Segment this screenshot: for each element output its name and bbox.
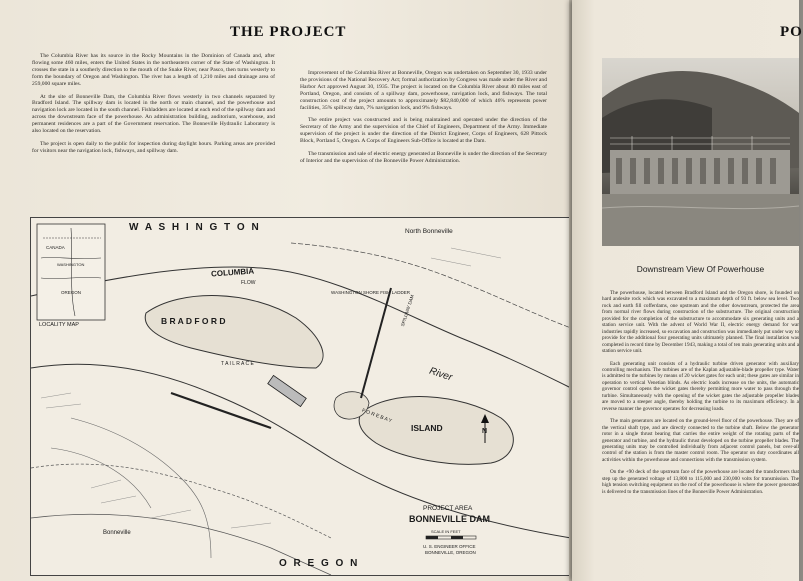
inset-label-washington: WASHINGTON (57, 262, 85, 267)
paragraph: On the +90 deck of the upstream face of the powerhouse are located the transformers that step up the generated voltage of 13,800 to 115,000 and 230,000 volts for transmission. The high tension switching equipment on the roof of the powerhouse is where the power generated is delivered to the transmission lines of the Bonneville Power Administration. (602, 469, 799, 495)
paragraph: Improvement of the Columbia River at Bonneville, Oregon was undertaken on September 30, 1933 under the provisions of the National Recovery Act; formal authorization by Congress was made under the River and Harbor Act approved August 30, 1935. The project is located on the Columbia River about 40 miles east of Portland, Oregon, and consists of a spillway dam, powerhouse, navigation lock, and fishways. The total construction cost of the project amounts to approximately $82,840,000 of which 46% represents power facilities, 35% spillway dam, 7% navigation lock, and 9% fishways. (300, 70, 547, 111)
map-label-oregon: O R E G O N (279, 558, 360, 569)
intro-column-1 (32, 53, 275, 161)
right-page (572, 0, 803, 581)
project-area-map (30, 217, 572, 576)
page-title: THE PROJECT (230, 24, 347, 40)
map-office-city: BONNEVILLE, OREGON (425, 550, 476, 555)
right-page-title: PO (780, 24, 803, 40)
paragraph: The transmission and sale of electric energy generated at Bonneville is under the direction of the Secretary of Interior and the supervision of the Bonneville Power Administration. (300, 151, 547, 164)
map-legend-project-area: PROJECT AREA (423, 505, 473, 512)
powerhouse-photo (602, 58, 799, 246)
powerhouse-text (602, 290, 799, 501)
map-label-columbia: COLUMBIA (210, 266, 255, 279)
map-label-washington: W A S H I N G T O N (129, 222, 261, 233)
map-label-island: ISLAND (411, 423, 443, 433)
map-label-bonneville: Bonneville (103, 530, 131, 536)
map-scale-label: SCALE IN FEET (431, 529, 461, 534)
map-office: U. S. ENGINEER OFFICE (423, 544, 476, 549)
photo-caption: Downstream View Of Powerhouse (636, 264, 765, 274)
map-label-spillway: SPILLWAY DAM (399, 294, 415, 327)
paragraph: The entire project was constructed and is being maintained and operated under the direction of the Secretary of the Army and the supervision of the Chief of Engineers, Department of the Army. Immediate supervision of the project is under the direction of the District Engineer, Corps of Engineers, 628 Pittock Block, Portland 5, Oregon. A Corps of Engineers Sub-Office is located at the Dam. (300, 117, 547, 145)
paragraph: The main generators are located on the ground-level floor of the powerhouse. They are of the vertical shaft type, and are directly connected to the turbine shaft. Below the generator rotor in a single thrust bearing that carries the entire weight of the rotating parts of the generator and turbine, and the hydraulic thrust developed on the turbine propeller blades. The generating units may be controlled individually from adjacent control panels, but over-all control of the station is from the master control room. The operator on duty coordinates all activities within the powerhouse and connections with the transmission system. (602, 418, 799, 463)
north-arrow-label: N (482, 428, 488, 435)
photo-drawing (602, 58, 799, 246)
inset-label-oregon: OREGON (61, 290, 82, 295)
map-label-bradford: B R A D F O R D (161, 316, 226, 326)
intro-column-2 (300, 70, 547, 171)
paragraph: The project is open daily to the public for inspection during daylight hours. Parking areas are provided for visitors near the navigation lock, fishways, and spillway dam. (32, 140, 275, 154)
paragraph: The powerhouse, located between Bradford Island and the Oregon shore, is founded on hard andesite rock which was excavated to a maximum depth of 93 ft. below sea level. Two rock and earth fill cofferdams, one upstream and the other downstream, protected the area from normal river flows during construction of the substructure. The original construction provided for the completion of the substructure to accommodate six generating units and a station service unit. With the advent of World War II, electric energy demand for war industries rapidly increased, so excavation and construction was immediately put under way to provide for the additional four generating units ultimately planned. The final installation was completed in record time by December 1943, making a total of ten main generating units and a station service unit. (602, 290, 799, 355)
map-label-north-bonneville: North Bonneville (405, 228, 453, 235)
map-legend-dam-name: BONNEVILLE DAM (409, 514, 490, 524)
paragraph: Each generating unit consists of a hydraulic turbine driven generator with auxiliary controlling mechanism. The turbines are of the Kaplan adjustable-blade propeller type. Water is admitted to the turbines by means of 20 wicket gates for each unit; these gates are similar in operation to vertical Venetian blinds. As electric loads increase on the units, the automatic governor control opens the wicket gates thereby permitting more water to pass through the turbine. Simultaneously with the opening of the wicket gates the adjustable propeller blades are moved to a steeper angle, thereby holding the turbine to its maximum efficiency. In a reverse manner the governor operates for decreasing loads. (602, 360, 799, 412)
map-label-flow: FLOW (241, 280, 256, 286)
map-label-fish-ladder: WASHINGTON SHORE FISH LADDER (331, 290, 411, 295)
map-drawing (31, 218, 571, 575)
map-label-tailrace: T A I L R A C E (221, 361, 254, 367)
paragraph: The Columbia River has its source in the Rocky Mountains in the Dominion of Canada and, after flowing some 460 miles, enters the United States in the northeastern corner of the State of Washington. It crosses the state in a southerly direction to the mouth of the Snake River, near Pasco, then turns westerly to form the boundary of Oregon and Washington. The river has a length of 1,210 miles and drainage area of 259,000 square miles. (32, 53, 275, 87)
inset-label-canada: CANADA (46, 245, 65, 250)
map-label-forebay: F O R E B A Y (360, 407, 393, 425)
map-label-river: River (427, 365, 454, 384)
paragraph: At the site of Bonneville Dam, the Columbia River flows westerly in two channels separated by Bradford Island. The spillway dam is located in the north or main channel, and the powerhouse and navigation lock are located in the south channel. Fishladders are located at each end of the spillway dam and across the downstream face of the powerhouse. An administration building, auditorium, warehouse, and permanent residences are a part of the Government reservation. The Bonneville Hydraulic Laboratory is also located on the reservation. (32, 93, 275, 135)
inset-title: LOCALITY MAP (39, 322, 79, 328)
